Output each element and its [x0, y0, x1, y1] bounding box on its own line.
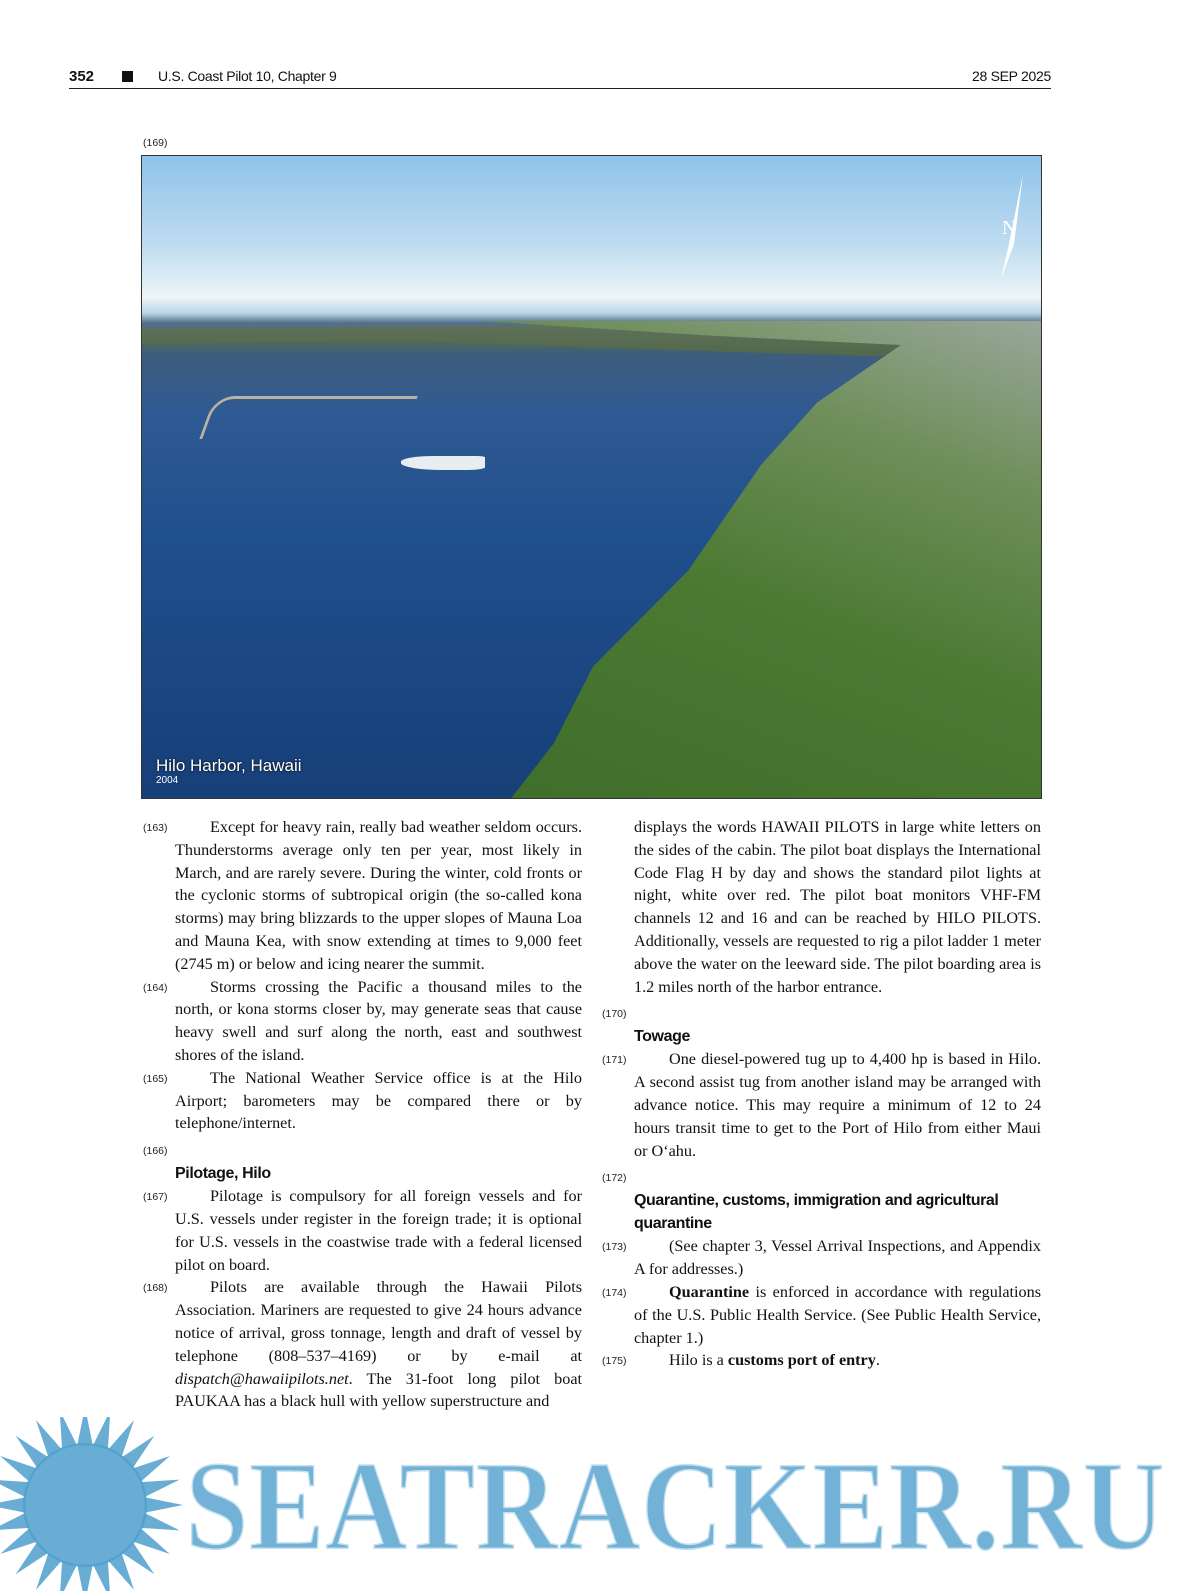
section-heading-pilotage: [143, 1145, 582, 1185]
paragraph-number: (166): [143, 1145, 168, 1158]
paragraph-number: (163): [143, 822, 168, 834]
paragraph-number: (175): [602, 1355, 627, 1368]
paragraph-text: [634, 1281, 1041, 1349]
text: Hilo is a: [669, 1351, 728, 1370]
header-title: U.S. Coast Pilot 10, Chapter 9: [158, 68, 337, 84]
sun-ray: [0, 1513, 30, 1530]
paragraph-text: The National Weather Service office is at the Hilo Airport; barometers may be compared there or by telephone/internet.: [175, 1068, 582, 1133]
paragraph-167: [143, 1185, 582, 1276]
paragraph-text: Pilotage is compulsory for all foreign vessels and for U.S. vessels under register in the foreign trade; it is optional for U.S. vessels in the coastwise trade with a federal licensed pilot on board.: [175, 1187, 582, 1274]
right-column: [602, 816, 1041, 1413]
sun-ray: [0, 1480, 30, 1497]
heading-text: Quarantine, customs, immigration and agricultural quarantine: [634, 1192, 999, 1233]
email-link[interactable]: dispatch@hawaiipilots.net: [175, 1369, 349, 1388]
paragraph-number: (170): [602, 1008, 627, 1021]
paragraph-number: (171): [602, 1054, 627, 1067]
watermark-text: SEATRACKER.RU: [185, 1435, 1165, 1578]
text: is enforced in accordance with regulations of the U.S. Public Health Service. (See Public Health Service, chapter 1.): [634, 1282, 1041, 1347]
page-number: 352: [69, 68, 95, 85]
paragraph-165: [143, 1067, 582, 1135]
section-heading-towage: [602, 1008, 1041, 1048]
paragraph-text: Storms crossing the Pacific a thousand miles to the north, or kona storms closer by, may generate seas that cause heavy swell and surf along the north, east and southwest shores of the island.: [175, 977, 582, 1064]
sun-ray: [93, 1561, 110, 1591]
paragraph-number: (164): [143, 981, 168, 994]
paragraph-number: (168): [143, 1282, 168, 1295]
paragraph-173: [602, 1235, 1041, 1281]
sun-ray: [60, 1417, 77, 1450]
heading-text: Pilotage, Hilo: [175, 1165, 271, 1183]
bold-term: Quarantine: [669, 1282, 750, 1301]
paragraph-163: [143, 816, 582, 976]
watermark: [0, 1417, 1182, 1591]
paragraph-text: One diesel-powered tug up to 4,400 hp is based in Hilo. A second assist tug from another island may be arranged with advance notice. This may require a minimum of 12 to 24 hours transit time to get to the Port of Hilo from either Maui or O‘ahu.: [634, 1050, 1041, 1160]
photo-caption: Hilo Harbor, Hawaii: [156, 756, 302, 775]
paragraph-number: (173): [602, 1241, 627, 1254]
paragraph-174: [602, 1281, 1041, 1349]
paragraph-number: (174): [602, 1286, 627, 1299]
sun-ray: [60, 1561, 77, 1591]
paragraph-171: [602, 1048, 1041, 1162]
sun-ray: [144, 1497, 183, 1513]
sun-logo-icon: [0, 1417, 183, 1591]
text: .: [875, 1351, 880, 1370]
paragraph-number: (167): [143, 1191, 168, 1204]
paragraph-number: (165): [143, 1072, 168, 1085]
sun-ray: [0, 1497, 26, 1513]
paragraph-text: displays the words HAWAII PILOTS in large white letters on the sides of the cabin. The pilot boat displays the International Code Flag H by day and shows the standard pilot lights at night, white over red. The pilot boat monitors VHF-FM channels 12 and 16 and can be reached by HILO PILOTS. Additionally, vessels are requested to rig a pilot ladder 1 meter above the water on the leeward side. The pilot boarding area is 1.2 miles north of the harbor entrance.: [634, 818, 1041, 996]
sun-ray: [93, 1417, 110, 1450]
paragraph-168: [143, 1276, 582, 1413]
sun-ray: [140, 1480, 179, 1497]
text: . The 31-foot long pilot boat PAUKAA has a black hull with yellow superstructure and: [175, 1369, 582, 1411]
figure-number: (169): [143, 137, 168, 149]
bold-term: customs port of entry: [727, 1351, 876, 1370]
sun-ray: [77, 1417, 93, 1446]
paragraph-number: (172): [602, 1172, 627, 1185]
photo-year: 2004: [156, 775, 179, 786]
paragraph-text: (See chapter 3, Vessel Arrival Inspections, and Appendix A for addresses.): [634, 1237, 1041, 1279]
sun-ray: [77, 1565, 93, 1591]
left-column: [143, 816, 582, 1413]
text: Pilots are available through the Hawaii Pilots Association. Mariners are requested to give 24 hours advance notice of arrival, gross tonnage, length and draft of vessel by telephone (808–537–4169) or by e-mail at: [175, 1278, 582, 1365]
paragraph-text: Except for heavy rain, really bad weather seldom occurs. Thunderstorms average only ten per year, most likely in March, and are rarely severe. During the winter, cold fronts or the cyclonic storms of subtropical origin (the so-called kona storms) may bring blizzards to the upper slopes of Mauna Loa and Mauna Kea, with snow extending at times to 9,000 feet (2745 m) or below and icing nearer the summit.: [175, 818, 582, 973]
paragraph-175: [602, 1349, 1041, 1372]
north-label: N: [1002, 217, 1017, 239]
paragraph-text: [634, 1349, 1041, 1372]
sun-ray: [140, 1513, 179, 1530]
heading-text: Towage: [634, 1028, 690, 1046]
header-date: 28 SEP 2025: [972, 68, 1051, 84]
paragraph-text: [175, 1276, 582, 1413]
section-heading-quarantine: [602, 1172, 1041, 1235]
paragraph-164: [143, 976, 582, 1067]
paragraph-168-continued: [634, 816, 1041, 998]
